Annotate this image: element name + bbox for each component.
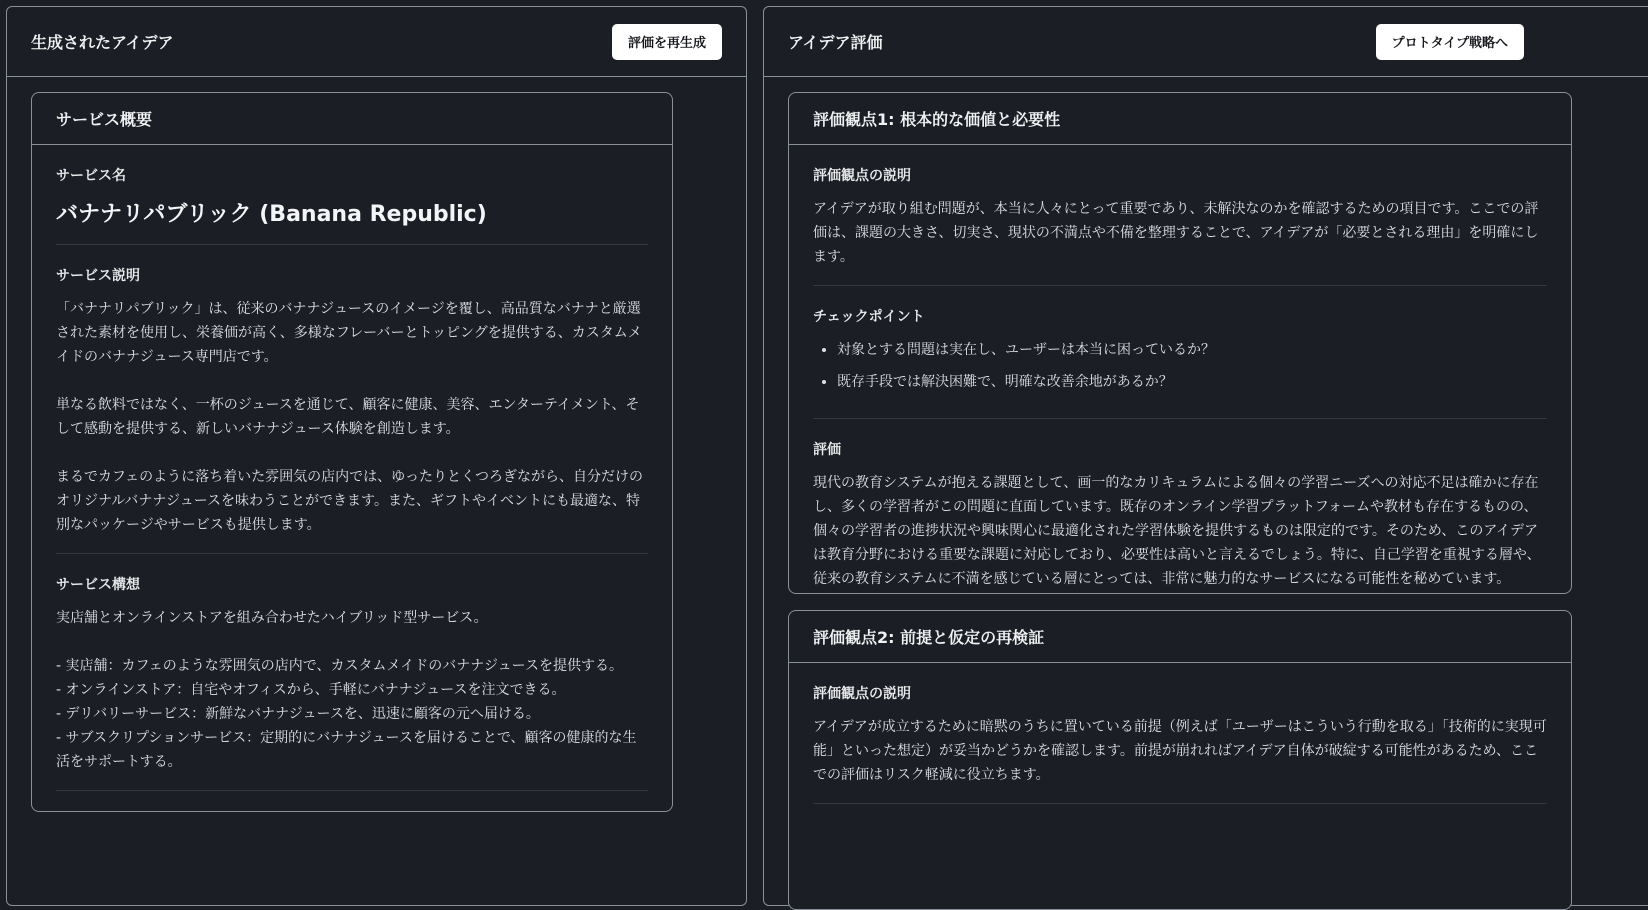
criteria-description-label-2: 評価観点の説明	[813, 686, 911, 702]
regenerate-evaluation-button[interactable]: 評価を再生成	[612, 24, 722, 60]
evaluation-section	[813, 419, 1547, 594]
criteria-description-text: アイデアが取り組む問題が、本当に人々にとって重要であり、未解決なのかを確認するための項目です。ここでの評価は、課題の大きさ、切実さ、現状の不満点や不備を整理することで、アイデアが「必要とされる理由」を明確にします。	[813, 201, 1539, 265]
checkpoint-item: • 対象とする問題は実在し、ユーザーは本当に困っているか？	[837, 338, 1547, 362]
evaluation-text: 現代の教育システムが抱える課題として、画一的なカリキュラムによる個々の学習ニーズへの対応不足は確かに存在し、多くの学習者がこの問題に直面しています。既存のオンライン学習プラットフォームや教材も存在するものの、個々の学習者の進捗状況や興味関心に最適化された学習体験を提供するものは限定的です。そのため、このアイデアは教育分野における重要な課題に対応しており、必要性は高いと言えるでしょう。特に、自己学習を重視する層や、従来の教育システムに不満を感じている層にとっては、非常に魅力的なサービスになる可能性を秘めています。	[813, 475, 1541, 587]
service-description-label: サービス説明	[56, 268, 140, 284]
criteria-description-text-2: アイデアが成立するために暗黙のうちに置いている前提（例えば「ユーザーはこういう行動を取る」「技術的に実現可能」といった想定）が妥当かどうかを確認します。前提が崩れればアイデア自体が破綻する可能性があるため、ここでの評価はリスク軽減に役立ちます。	[813, 719, 1547, 783]
service-name-label: サービス名	[56, 168, 126, 184]
right-panel-title: アイデア評価	[788, 33, 883, 52]
service-description-text: 「バナナリパブリック」は、従来のバナナジュースのイメージを覆し、高品質なバナナと厳選された素材を使用し、栄養価が高く、多様なフレーバーとトッピングを提供する、カスタムメイドのバナナジュース専門店です。 単なる飲料ではなく、一杯のジュースを通じて、顧客に健康、美容、エンターテイメント、そして感動を提供する、新しいバナナジュース体験を創造します。 まるでカフェのように落ち着いた雰囲気の店内では、ゆったりとくつろぎながら、自分だけのオリジナルバナナジュースを味わうことができます。また、ギフトやイベントにも最適な、特別なパッケージやサービスも提供します。	[56, 301, 644, 533]
criteria-description-section	[813, 145, 1547, 286]
idea-evaluation-panel	[763, 6, 1648, 906]
evaluation-card-1	[788, 92, 1572, 594]
service-concept-text: 実店舗とオンラインストアを組み合わせたハイブリッド型サービス。 - 実店舗：カフェのような雰囲気の店内で、カスタムメイドのバナナジュースを提供する。 - オンラインストア：自宅やオフィスから、手軽にバナナジュースを注文できる。 - デリバリーサービス：新鮮なバナナジュースを、迅速に顧客の元へ届ける。 - サブスクリプションサービス：定期的にバナナジュースを届けることで、顧客の健康的な生活をサポートする。	[56, 610, 637, 770]
checkpoint-section	[813, 286, 1547, 419]
service-concept-label: サービス構想	[56, 577, 140, 593]
checkpoint-list	[813, 338, 1547, 394]
right-panel-header	[764, 7, 1648, 77]
criteria-description-section-2	[813, 663, 1547, 804]
prototype-strategy-button[interactable]: プロトタイプ戦略へ	[1376, 24, 1524, 60]
checkpoint-label: チェックポイント	[813, 309, 925, 325]
evaluation-card-2-header: 評価観点2: 前提と仮定の再検証	[789, 611, 1571, 663]
left-panel-title: 生成されたアイデア	[31, 33, 174, 52]
service-name-value: バナナリパブリック (Banana Republic)	[56, 202, 487, 227]
checkpoint-item: • 既存手段では解決困難で、明確な改善余地があるか？	[837, 370, 1547, 394]
service-overview-header: サービス概要	[32, 93, 672, 145]
left-panel-header	[7, 7, 746, 77]
evaluation-card-2	[788, 610, 1572, 910]
service-name-section	[56, 145, 648, 245]
service-overview-card	[31, 92, 673, 812]
evaluation-label: 評価	[813, 442, 841, 458]
criteria-description-label: 評価観点の説明	[813, 168, 911, 184]
evaluation-card-1-header: 評価観点1: 根本的な価値と必要性	[789, 93, 1571, 145]
generated-idea-panel	[6, 6, 747, 906]
service-concept-section	[56, 554, 648, 791]
service-description-section	[56, 245, 648, 554]
